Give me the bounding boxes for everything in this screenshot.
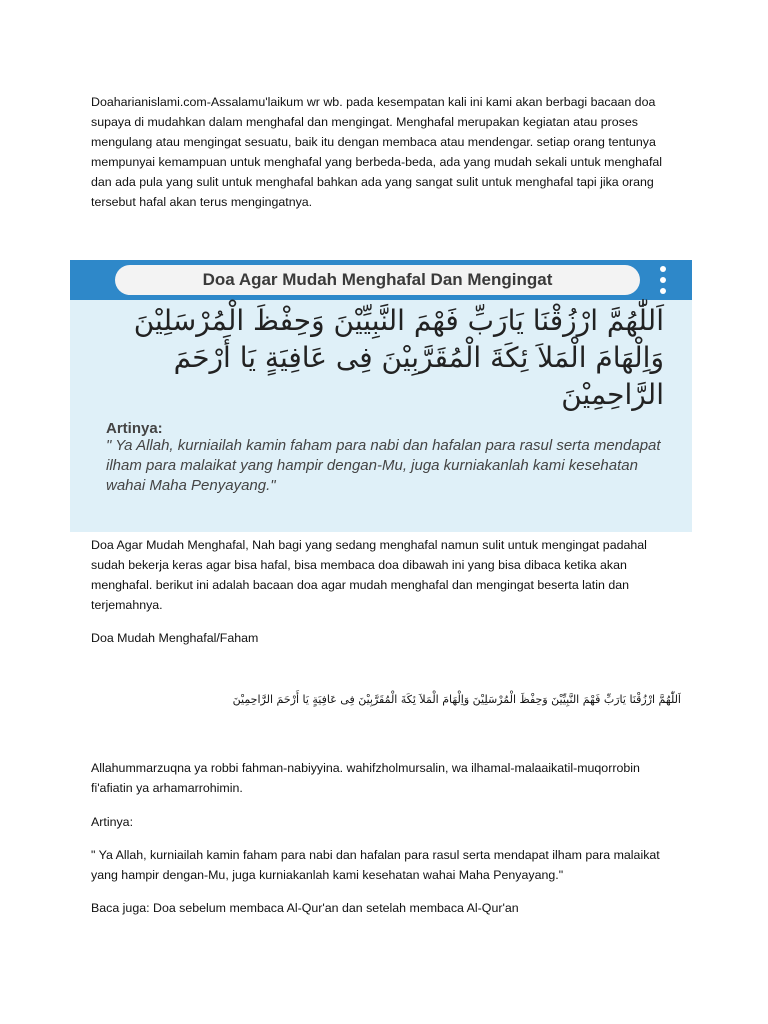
artinya-label: Artinya: [91,815,134,829]
banner-title-bar [70,260,692,300]
intro-paragraph: Doaharianislami.com-Assalamu'laikum wr wb. pada kesempatan kali ini kami akan berbagi bacaan doa supaya di mudahkan dalam menghafal dan mengingat. Menghafal merupakan kegiatan atau proses mengulang atau mengingat sesuatu, baik itu dengan membaca atau mendengar. setiap orang tentunya mempunyai kemampuan untuk menghafal yang berbeda-beda, ada yang mudah sekali untuk menghafal dan ada pula yang sulit untuk menghafal bahkan ada yang sangat sulit untuk menghafal tapi jika orang tersebut hafal akan terus mengingatnya. [91,95,663,209]
doa-banner-image [70,260,692,532]
doa-agar-paragraph: Doa Agar Mudah Menghafal, Nah bagi yang sedang menghafal namun sulit untuk mengingat padahal sudah bekerja keras agar bisa hafal, bisa membaca doa dibawah ini yang bisa dibaca ketika akan menghafal. berikut ini adalah bacaan doa agar mudah menghafal dan mengingat beserta latin dan terjemahnya. [91,538,647,612]
arabic-doa-line: اَللّٰهُمَّ ارْزُقْنَا يَارَبِّ فَهْمَ النَّبِيِّيْنَ وَحِفْظَ الْمُرْسَلِيْنَ وَاِلْهَامَ الْمَلاَ ئِكَةَ الْمُقَرَّبِيْنَ فِى عَافِيَةٍ يَا أَرْحَمَ الرَّاحِمِيْنَ [232,693,681,706]
banner-artinya-label: Artinya: [106,420,163,437]
banner-arabic-text: اَللّٰهُمَّ ارْزُقْنَا يَارَبِّ فَهْمَ النَّبِيِّيْنَ وَحِفْظَ الْمُرْسَلِيْنَ وَاِلْهَامَ الْمَلاَ ئِكَةَ الْمُقَرَّبِيْنَ فِى عَافِيَةٍ يَا أَرْحَمَ الرَّاحِمِيْنَ [133,304,664,411]
vertical-dots-menu-icon [660,266,666,299]
artinya-translation: " Ya Allah, kurniailah kamin faham para nabi dan hafalan para rasul serta mendapat ilham para malaikat yang hampir dengan-Mu, juga kurniakanlah kami kesehatan wahai Maha Penyayang." [91,848,660,882]
banner-artinya-text: " Ya Allah, kurniailah kamin faham para nabi dan hafalan para rasul serta mendapat ilham para malaikat yang hampir dengan-Mu, juga kurniakanlah kami kesehatan wahai Maha Penyayang." [106,437,661,494]
banner-title: Doa Agar Mudah Menghafal Dan Mengingat [115,265,640,295]
baca-juga-link[interactable]: Baca juga: Doa sebelum membaca Al-Qur'an dan setelah membaca Al-Qur'an [91,901,519,915]
latin-transliteration: Allahummarzuqna ya robbi fahman-nabiyyina. wahifzholmursalin, wa ilhamal-malaaikatil-muqorrobin fi'afiatin ya arhamarrohimin. [91,761,640,795]
section-heading: Doa Mudah Menghafal/Faham [91,631,259,645]
